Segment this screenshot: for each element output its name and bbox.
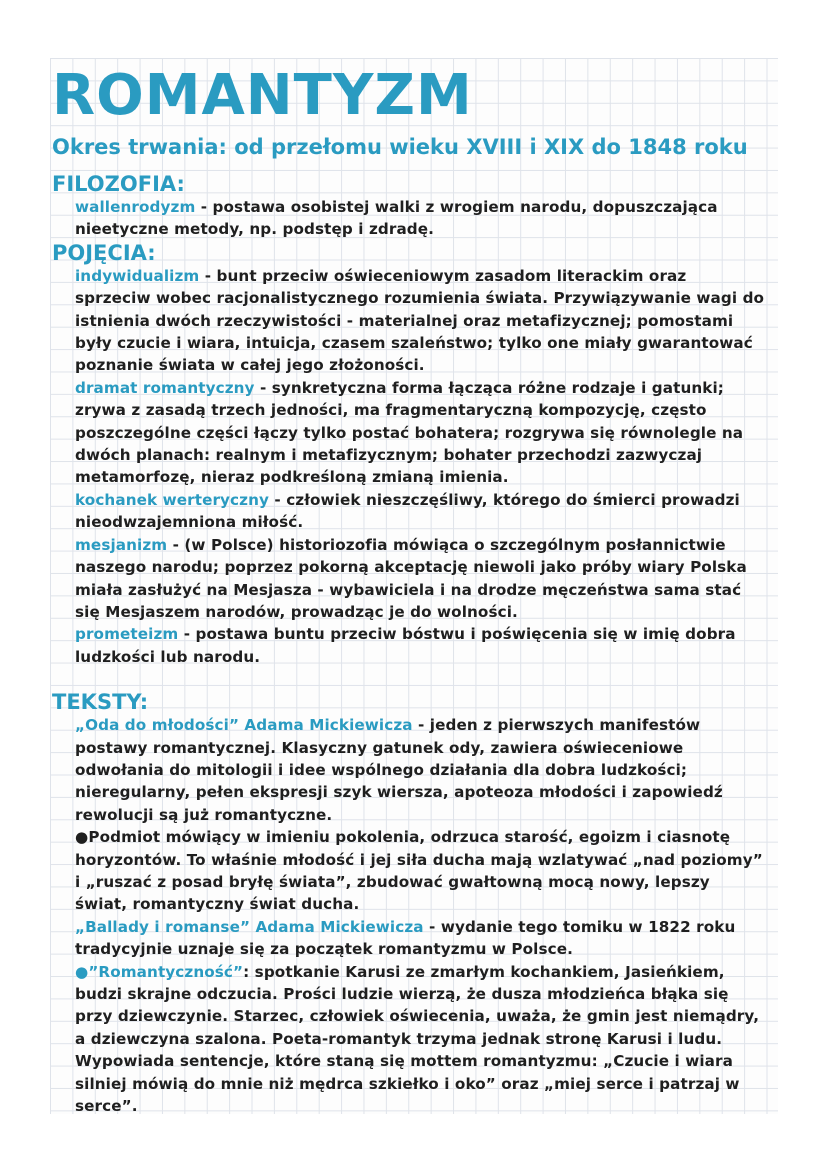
text-entry bbox=[75, 916, 765, 961]
definition-term: kochanek werteryczny bbox=[75, 490, 270, 509]
definition-term: mesjanizm bbox=[75, 535, 168, 554]
section-filozofia bbox=[52, 172, 772, 241]
definition-entry bbox=[75, 534, 765, 624]
work-description: ●Podmiot mówiący w imieniu pokolenia, odrzuca starość, egoizm i ciasnotę horyzontów. To właśnie młodość i jej siła ducha mają wzlatywać „nad poziomy” i „ruszać z posad bryłę świata”, zbudować gwałtowną mocą nowy, lepszy świat, romantyczny świat ducha. bbox=[75, 828, 763, 914]
definition-term: prometeizm bbox=[75, 625, 179, 644]
definition-entry bbox=[75, 377, 765, 489]
definition-text: - synkretyczna forma łącząca różne rodzaje i gatunki; zrywa z zasadą trzech jedności, ma fragmentaryczną kompozycję, często poszczególne części łączy tylko postać bohatera; rozgrywa się równolegle na dwóch planach: realnym i metafizycznym; bohater przechodzi zazwyczaj metamorfozę, nieraz podkreśloną zmianą imienia. bbox=[75, 378, 744, 487]
definition-text: - postawa buntu przeciw bóstwu i poświęcenia się w imię dobra ludzkości lub narodu. bbox=[75, 625, 736, 666]
text-entry bbox=[75, 961, 765, 1118]
section-heading-teksty: TEKSTY: bbox=[52, 690, 149, 715]
definition-entry bbox=[75, 265, 765, 377]
note-page bbox=[52, 62, 772, 1117]
section-pojecia bbox=[52, 241, 772, 668]
definition-term: dramat romantyczny bbox=[75, 378, 255, 397]
text-entry bbox=[75, 714, 765, 826]
section-teksty bbox=[52, 690, 772, 1117]
definition-entry bbox=[75, 489, 765, 534]
definition-text: - postawa osobistej walki z wrogiem narodu, dopuszczająca nieetyczne metody, np. podstęp i zdradę. bbox=[75, 198, 718, 239]
work-title: „Oda do młodości” Adama Mickiewicza bbox=[75, 716, 413, 735]
definition-text: - człowiek nieszczęśliwy, którego do śmierci prowadzi nieodwzajemniona miłość. bbox=[75, 490, 740, 532]
section-spacer bbox=[52, 668, 772, 690]
work-description: - wydanie tego tomiku w 1822 roku tradycyjnie uznaje się za początek romantyzmu w Polsce. bbox=[75, 917, 736, 959]
definition-text: - (w Polsce) historiozofia mówiąca o szczególnym posłannictwie naszego narodu; poprzez pokorną akceptację niewoli jako próby wiary Polska miała zasłużyć na Mesjasza - wybawiciela i na drodze męczeństwa sama stać się Mesjaszem narodów, prowadząc je do wolności. bbox=[75, 535, 747, 621]
period-subtitle: Okres trwania: od przełomu wieku XVIII i XIX do 1848 roku bbox=[52, 135, 748, 159]
work-title: „Ballady i romanse” Adama Mickiewicza bbox=[75, 917, 424, 936]
definition-term: wallenrodyzm bbox=[75, 198, 196, 216]
work-description: - jeden z pierwszych manifestów postawy romantycznej. Klasyczny gatunek ody, zawiera oświeceniowe odwołania do mitologii i idee wspólnego działania dla dobra ludzkości; nieregularny, pełen ekspresji szyk wiersza, apoteoza młodości i zapowiedź rewolucji są już romantyczne. bbox=[75, 716, 723, 824]
work-title: ●”Romantyczność” bbox=[75, 962, 244, 981]
section-heading-pojecia: POJĘCIA: bbox=[52, 240, 156, 265]
section-heading-filozofia: FILOZOFIA: bbox=[52, 172, 185, 196]
definition-entry bbox=[75, 196, 765, 241]
definition-text: - bunt przeciw oświeceniowym zasadom literackim oraz sprzeciw wobec racjonalistycznego rozumienia świata. Przywiązywanie wagi do istnienia dwóch rzeczywistości - materialnej oraz metafizycznej; pomostami były czucie i wiara, intuicja, czasem szaleństwo; tylko one miały gwarantować poznanie świata w całej jego złożoności. bbox=[75, 266, 765, 375]
definition-entry bbox=[75, 623, 765, 668]
page-title: ROMANTYZM bbox=[52, 63, 473, 128]
text-entry bbox=[75, 826, 765, 916]
definition-term: indywidualizm bbox=[75, 266, 200, 285]
work-description: : spotkanie Karusi ze zmarłym kochankiem, Jasieńkiem, budzi skrajne odczucia. Prości ludzie wierzą, że dusza młodzieńca błąka się przy dziewczynie. Starzec, człowiek oświecenia, uważa, że gmin jest niemądry, a dziewczyna szalona. Poeta-romantyk trzyma jednak stronę Karusi i ludu. Wypowiada sentencje, które staną się mottem romantyzmu: „Czucie i wiara silniej mówią do mnie niż mędrca szkiełko i oko” oraz „miej serce i patrzaj w serce”. bbox=[75, 962, 760, 1116]
